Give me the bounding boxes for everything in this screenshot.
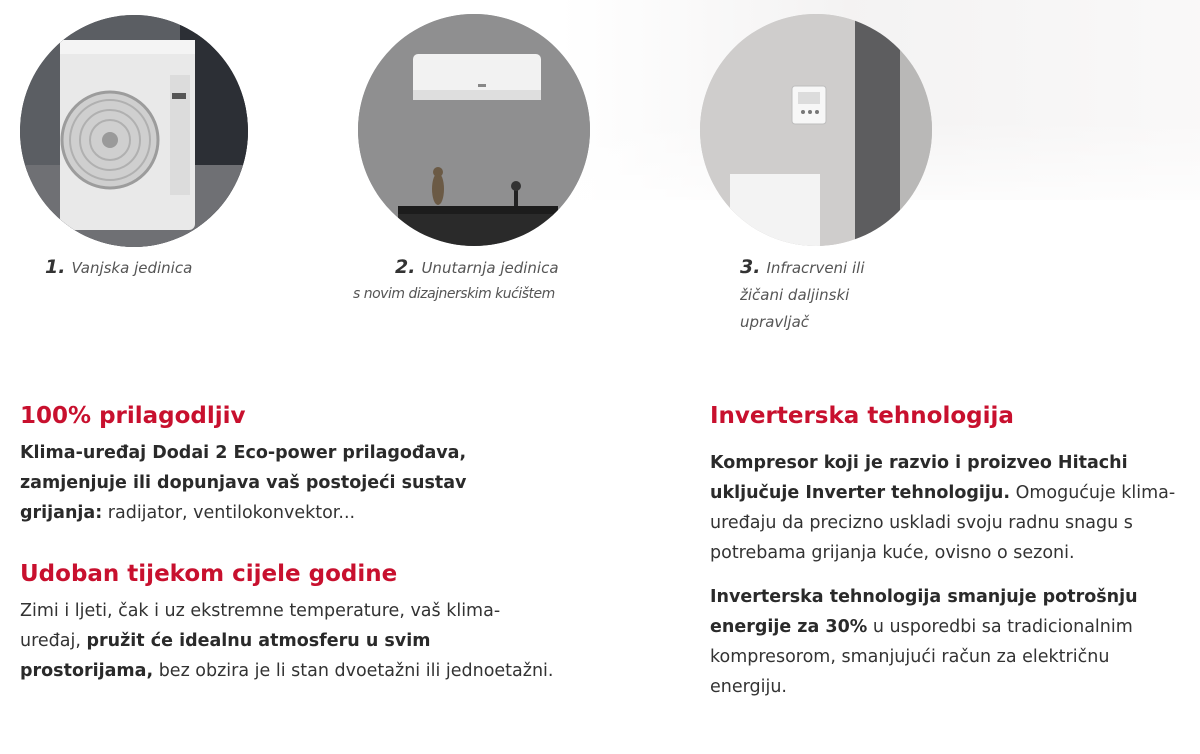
caption-indoor-unit: [395, 254, 559, 282]
section-title-comfort: Udoban tijekom cijele godine: [20, 561, 398, 587]
caption-number: 3.: [740, 256, 761, 278]
caption-line: upravljač: [740, 313, 810, 331]
outdoor-unit-image: [20, 15, 248, 247]
plain-text: Zimi i ljeti, čak i uz ekstremne temperature, vaš klima-uređaj,: [20, 601, 501, 651]
bold-text: Klima-uređaj Dodai 2 Eco-power prilagođava, zamjenjuje ili dopunjava vaš postojeći sustav grijanja:: [20, 443, 467, 523]
left-column: [20, 398, 580, 686]
section-text-inverter-1: [710, 448, 1185, 568]
section-text-adaptable: [20, 438, 540, 528]
caption-number: 2.: [395, 256, 416, 278]
caption-remote-control: [740, 254, 940, 336]
caption-line: žičani daljinski: [740, 286, 850, 304]
caption-indoor-unit-line2: s novim dizajnerskim kućištem: [353, 286, 555, 302]
plain-text: bez obzira je li stan dvoetažni ili jednoetažni.: [153, 661, 554, 681]
section-title-inverter: Inverterska tehnologija: [710, 403, 1014, 429]
plain-text: Omogućuje klima-uređaju da precizno uskladi svoju radnu snagu s potrebama grijanja kuće, ovisno o sezoni.: [710, 483, 1176, 563]
bold-text: Inverterska tehnologija smanjuje potrošnju energije za 30%: [710, 587, 1138, 637]
caption-text: Vanjska jedinica: [71, 259, 193, 277]
bold-text: pružit će idealnu atmosferu u svim prostorijama,: [20, 631, 431, 681]
section-text-comfort: [20, 596, 560, 686]
caption-number: 1.: [45, 256, 66, 278]
plain-text: u usporedbi sa tradicionalnim kompresorom, smanjujući račun za električnu energiju.: [710, 617, 1133, 697]
bold-text: Kompresor koji je razvio i proizveo Hitachi uključuje Inverter tehnologiju.: [710, 453, 1128, 503]
indoor-unit-image: [358, 14, 590, 246]
section-title-adaptable: 100% prilagodljiv: [20, 403, 246, 429]
plain-text: radijator, ventilokonvektor...: [102, 503, 356, 523]
caption-outdoor-unit: [45, 254, 192, 282]
section-text-inverter-2: [710, 582, 1188, 702]
caption-line: Infracrveni ili: [766, 259, 865, 277]
caption-text: Unutarnja jedinica: [421, 259, 559, 277]
right-column: [710, 398, 1190, 702]
remote-control-image: [700, 14, 932, 246]
